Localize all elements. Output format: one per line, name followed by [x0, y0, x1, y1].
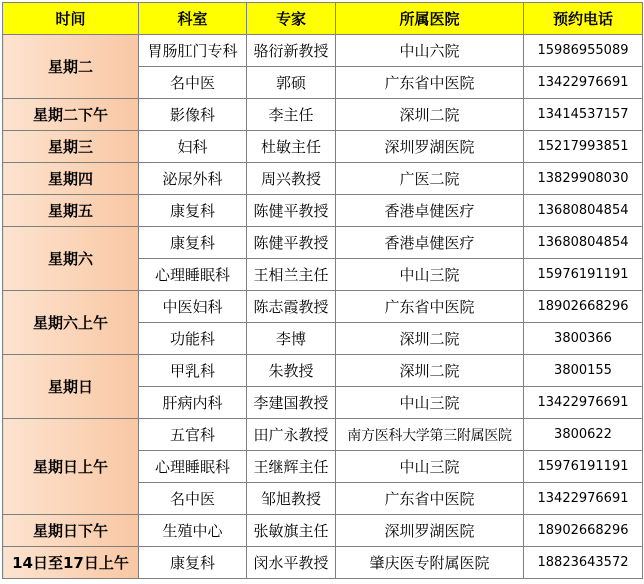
hospital-cell: 香港卓健医疗 [336, 195, 524, 227]
department-cell: 影像科 [139, 99, 247, 131]
phone-cell: 13414537157 [524, 99, 643, 131]
expert-cell: 王相兰主任 [247, 259, 336, 291]
department-cell: 康复科 [139, 227, 247, 259]
department-cell: 胃肠肛门专科 [139, 35, 247, 67]
header-row [3, 3, 643, 35]
department-cell: 心理睡眠科 [139, 451, 247, 483]
table-row [3, 131, 643, 163]
department-cell: 康复科 [139, 547, 247, 579]
time-cell: 星期日下午 [3, 515, 139, 547]
department-cell: 名中医 [139, 67, 247, 99]
hospital-cell: 中山三院 [336, 387, 524, 419]
table-row [3, 195, 643, 227]
department-cell: 康复科 [139, 195, 247, 227]
appointment-schedule-table [2, 2, 643, 579]
time-cell: 星期六上午 [3, 291, 139, 355]
hospital-cell: 中山三院 [336, 451, 524, 483]
time-cell: 星期五 [3, 195, 139, 227]
header-expert: 专家 [247, 3, 336, 35]
phone-cell: 13680804854 [524, 227, 643, 259]
expert-cell: 陈志霞教授 [247, 291, 336, 323]
hospital-cell: 广东省中医院 [336, 483, 524, 515]
department-cell: 肝病内科 [139, 387, 247, 419]
table-row [3, 515, 643, 547]
phone-cell: 15976191191 [524, 259, 643, 291]
phone-cell: 13829908030 [524, 163, 643, 195]
hospital-cell: 深圳二院 [336, 355, 524, 387]
expert-cell: 朱教授 [247, 355, 336, 387]
phone-cell: 13422976691 [524, 483, 643, 515]
expert-cell: 李博 [247, 323, 336, 355]
table-row [3, 419, 643, 451]
department-cell: 名中医 [139, 483, 247, 515]
expert-cell: 周兴教授 [247, 163, 336, 195]
expert-cell: 邹旭教授 [247, 483, 336, 515]
hospital-cell: 香港卓健医疗 [336, 227, 524, 259]
phone-cell: 13422976691 [524, 387, 643, 419]
table-row [3, 547, 643, 579]
department-cell: 泌尿外科 [139, 163, 247, 195]
time-cell: 星期日上午 [3, 419, 139, 515]
hospital-cell: 广医二院 [336, 163, 524, 195]
hospital-cell: 广东省中医院 [336, 67, 524, 99]
expert-cell: 闵水平教授 [247, 547, 336, 579]
expert-cell: 陈健平教授 [247, 195, 336, 227]
phone-cell: 3800622 [524, 419, 643, 451]
hospital-cell: 深圳二院 [336, 99, 524, 131]
time-cell: 星期二下午 [3, 99, 139, 131]
time-cell: 14日至17日上午 [3, 547, 139, 579]
phone-cell: 13422976691 [524, 67, 643, 99]
department-cell: 甲乳科 [139, 355, 247, 387]
hospital-cell: 深圳罗湖医院 [336, 515, 524, 547]
header-hospital: 所属医院 [336, 3, 524, 35]
header-department: 科室 [139, 3, 247, 35]
table-row [3, 355, 643, 387]
expert-cell: 郭硕 [247, 67, 336, 99]
hospital-cell: 深圳二院 [336, 323, 524, 355]
expert-cell: 张敏旗主任 [247, 515, 336, 547]
expert-cell: 李主任 [247, 99, 336, 131]
department-cell: 五官科 [139, 419, 247, 451]
time-cell: 星期四 [3, 163, 139, 195]
time-cell: 星期六 [3, 227, 139, 291]
table-row [3, 163, 643, 195]
hospital-cell: 肇庆医专附属医院 [336, 547, 524, 579]
department-cell: 妇科 [139, 131, 247, 163]
department-cell: 中医妇科 [139, 291, 247, 323]
expert-cell: 杜敏主任 [247, 131, 336, 163]
hospital-cell: 广东省中医院 [336, 291, 524, 323]
table-row [3, 99, 643, 131]
phone-cell: 3800155 [524, 355, 643, 387]
expert-cell: 陈健平教授 [247, 227, 336, 259]
table-row [3, 227, 643, 259]
expert-cell: 田广永教授 [247, 419, 336, 451]
phone-cell: 3800366 [524, 323, 643, 355]
hospital-cell: 中山三院 [336, 259, 524, 291]
header-phone: 预约电话 [524, 3, 643, 35]
phone-cell: 15976191191 [524, 451, 643, 483]
department-cell: 心理睡眠科 [139, 259, 247, 291]
department-cell: 功能科 [139, 323, 247, 355]
phone-cell: 18902668296 [524, 515, 643, 547]
expert-cell: 骆衍新教授 [247, 35, 336, 67]
phone-cell: 18823643572 [524, 547, 643, 579]
phone-cell: 15217993851 [524, 131, 643, 163]
table-row [3, 291, 643, 323]
phone-cell: 15986955089 [524, 35, 643, 67]
time-cell: 星期日 [3, 355, 139, 419]
phone-cell: 13680804854 [524, 195, 643, 227]
department-cell: 生殖中心 [139, 515, 247, 547]
phone-cell: 18902668296 [524, 291, 643, 323]
time-cell: 星期二 [3, 35, 139, 99]
time-cell: 星期三 [3, 131, 139, 163]
expert-cell: 王继辉主任 [247, 451, 336, 483]
hospital-cell: 中山六院 [336, 35, 524, 67]
schedule-body [3, 35, 643, 579]
hospital-cell: 深圳罗湖医院 [336, 131, 524, 163]
header-time: 时间 [3, 3, 139, 35]
hospital-cell: 南方医科大学第三附属医院 [336, 419, 524, 451]
table-row [3, 35, 643, 67]
expert-cell: 李建国教授 [247, 387, 336, 419]
